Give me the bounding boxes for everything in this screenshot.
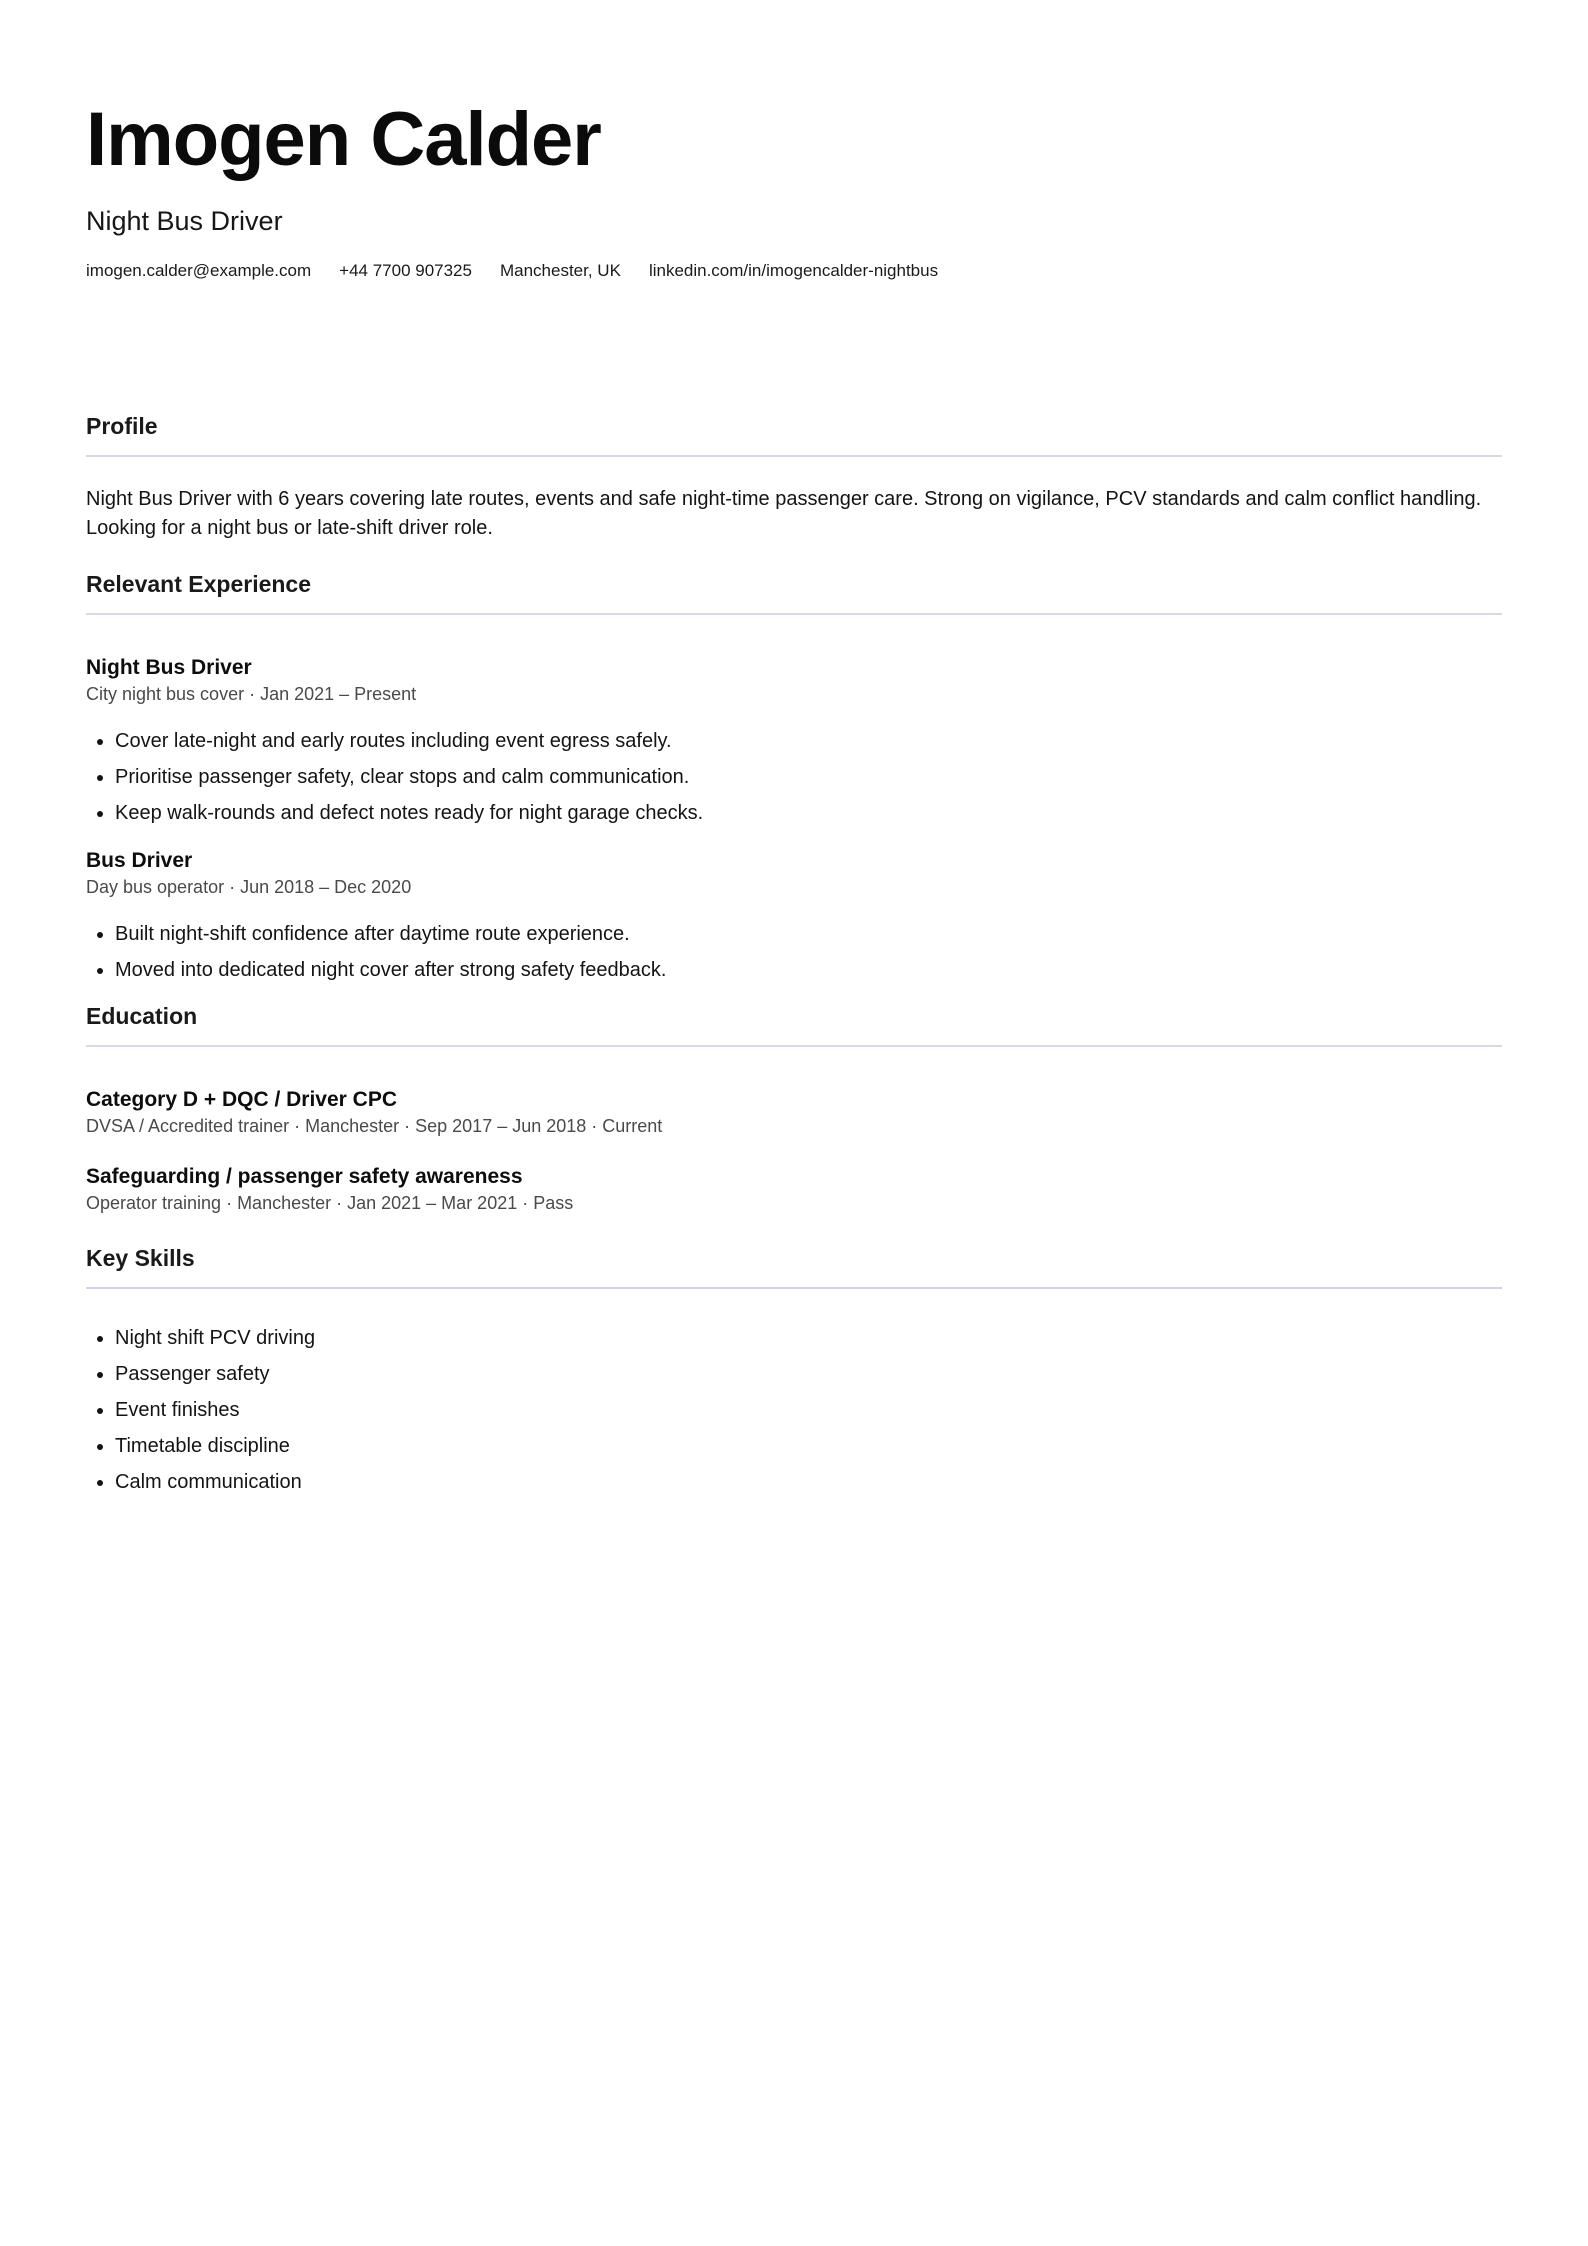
section-title-skills: Key Skills	[86, 1245, 195, 1271]
list-item: • Prioritise passenger safety, clear stops and calm communication.	[115, 764, 1502, 790]
education-meta: Operator training · Manchester · Jan 2021 – Mar 2021 · Pass	[86, 1193, 574, 1213]
job-title: Night Bus Driver	[86, 656, 252, 679]
education-title: Category D + DQC / Driver CPC	[86, 1088, 398, 1111]
skills-section	[86, 1243, 1502, 1495]
job-meta: Day bus operator · Jun 2018 – Dec 2020	[86, 877, 412, 897]
contact-email[interactable]: imogen.calder@example.com	[86, 261, 312, 280]
candidate-name: Imogen Calder	[86, 97, 601, 182]
education-title: Safeguarding / passenger safety awareness	[86, 1165, 523, 1188]
list-item: • Keep walk-rounds and defect notes ready for night garage checks.	[115, 800, 1502, 826]
contact-bar	[86, 260, 1502, 282]
section-divider	[86, 613, 1502, 615]
section-divider	[86, 455, 1502, 457]
profile-summary: Night Bus Driver with 6 years covering late routes, events and safe night-time passenger care. Strong on vigilance, PCV standards and calm conflict handling. Looking for a night bus or late-shift driver role.	[86, 488, 1482, 539]
section-divider	[86, 1045, 1502, 1047]
education-section	[86, 1001, 1502, 1215]
list-item: • Cover late-night and early routes including event egress safely.	[115, 728, 1502, 754]
section-divider	[86, 1287, 1502, 1289]
section-title-education: Education	[86, 1003, 198, 1029]
section-title-experience: Relevant Experience	[86, 571, 312, 597]
skill-item: • Night shift PCV driving	[115, 1325, 1502, 1351]
job-meta: City night bus cover · Jan 2021 – Present	[86, 684, 417, 704]
candidate-role: Night Bus Driver	[86, 206, 283, 236]
contact-phone[interactable]: +44 7700 907325	[339, 261, 472, 280]
job-entry	[86, 848, 1502, 983]
list-item: • Moved into dedicated night cover after strong safety feedback.	[115, 957, 1502, 983]
contact-location: Manchester, UK	[499, 261, 621, 280]
education-meta: DVSA / Accredited trainer · Manchester · Sep 2017 – Jun 2018 · Current	[86, 1116, 663, 1136]
contact-linkedin[interactable]: linkedin.com/in/imogencalder-nightbus	[648, 261, 939, 280]
skill-item: • Calm communication	[115, 1469, 1502, 1495]
skill-item: • Event finishes	[115, 1397, 1502, 1423]
job-entry	[86, 655, 1502, 826]
skill-item: • Timetable discipline	[115, 1433, 1502, 1459]
job-title: Bus Driver	[86, 849, 193, 872]
experience-section	[86, 569, 1502, 983]
skill-item: • Passenger safety	[115, 1361, 1502, 1387]
skills-list	[86, 1325, 1502, 1495]
education-entry	[86, 1164, 1502, 1215]
job-bullets	[86, 728, 1502, 826]
education-entry	[86, 1087, 1502, 1138]
section-title-profile: Profile	[86, 413, 158, 439]
profile-section	[86, 411, 1502, 543]
list-item: • Built night-shift confidence after daytime route experience.	[115, 921, 1502, 947]
job-bullets	[86, 921, 1502, 983]
